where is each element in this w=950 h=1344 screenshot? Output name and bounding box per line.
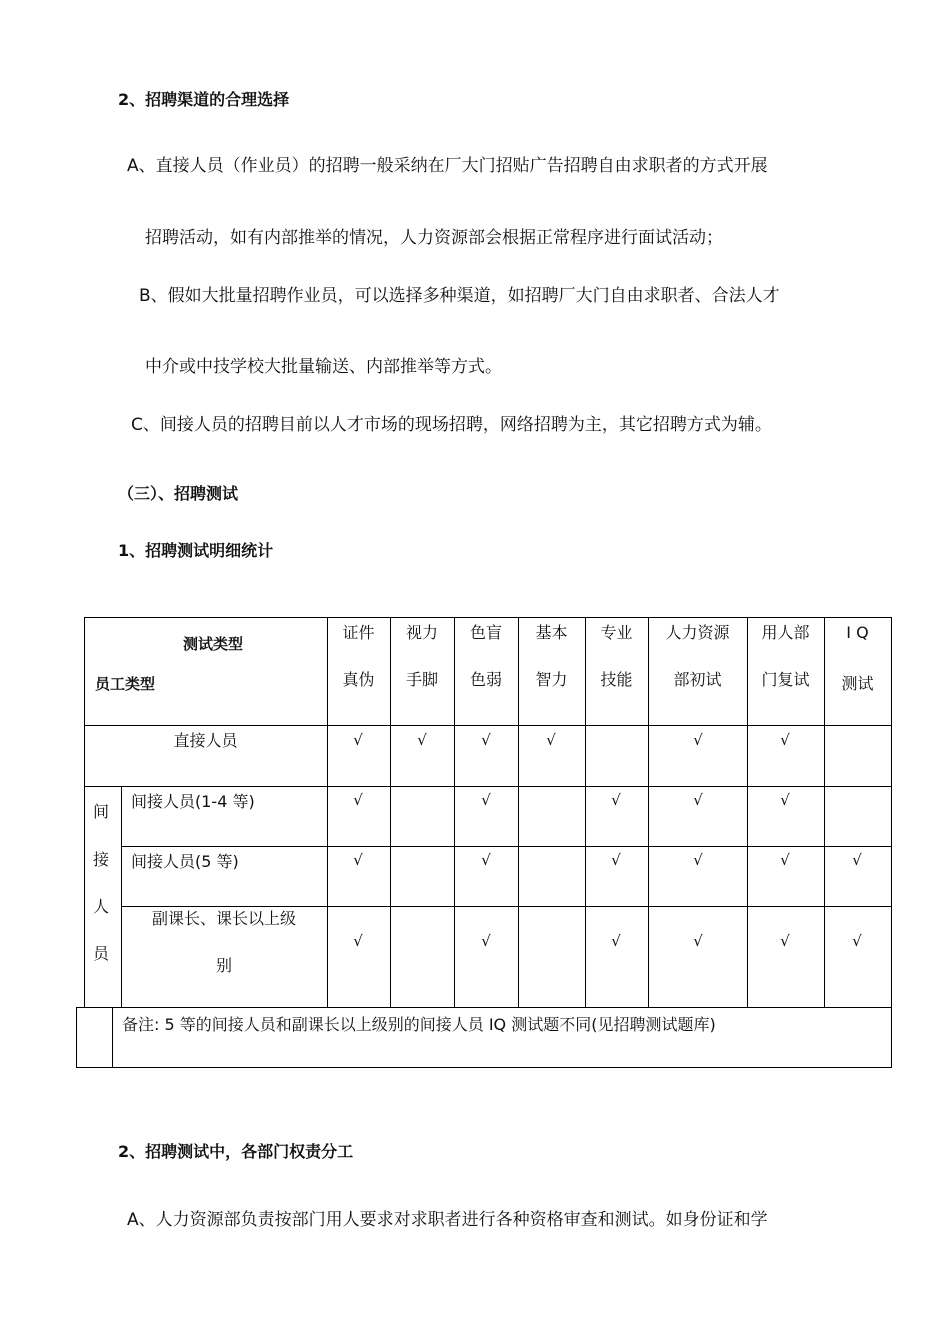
channel-item-a-line1: A、直接人员（作业员）的招聘一般采纳在厂大门招贴广告招聘自由求职者的方式开展 [127,156,768,176]
check-mark: √ [353,731,363,749]
check-mark: √ [852,932,862,950]
check-mark: √ [780,791,790,809]
test-heading: （三）、招聘测试 [118,484,239,503]
col-header-dept-interview-l1: 用人部 [761,623,810,642]
row-label-indirect-1-4: 间接人员(1-4 等) [131,792,255,811]
group-label-char: 员 [93,944,110,963]
col-header-iq-l2: 测试 [841,674,874,693]
check-mark: √ [353,851,363,869]
check-mark: √ [481,731,491,749]
table-rule [84,786,892,787]
row-label-indirect-5: 间接人员(5 等) [131,852,239,871]
col-header-color-l1: 色盲 [469,623,502,642]
table-rule [121,906,892,907]
col-header-id-check-l2: 真伪 [342,670,375,689]
check-mark: √ [852,851,862,869]
table-border-bottom [76,1067,892,1068]
row-label-section-chief-l1: 副课长、课长以上级 [151,909,296,928]
table-rule [84,725,892,726]
col-header-id-check-l1: 证件 [342,623,375,642]
channel-item-c: C、间接人员的招聘目前以人才市场的现场招聘，网络招聘为主，其它招聘方式为辅。 [131,415,772,435]
col-header-hr-interview-l1: 人力资源 [665,623,730,642]
table-rule [76,1007,892,1008]
col-header-hr-interview-l2: 部初试 [673,670,722,689]
table-border-top [84,617,892,618]
col-header-intelligence-l2: 智力 [535,670,568,689]
corner-header-test-type: 测试类型 [183,635,244,653]
check-mark: √ [780,851,790,869]
table-rule [121,846,892,847]
duty-item-a-line1: A、人力资源部负责按部门用人要求对求职者进行各种资格审查和测试。如身份证和学 [127,1210,768,1230]
test-subheading: 1、招聘测试明细统计 [118,541,274,560]
col-header-skill-l1: 专业 [600,623,633,642]
table-note: 备注: 5 等的间接人员和副课长以上级别的间接人员 IQ 测试题不同(见招聘测试题库) [122,1015,716,1034]
row-label-section-chief-l2: 别 [215,956,232,975]
check-mark: √ [481,932,491,950]
check-mark: √ [481,791,491,809]
row-label-direct: 直接人员 [173,731,238,750]
table-border-right [891,617,892,1068]
check-mark: √ [611,932,621,950]
duty-heading: 2、招聘测试中，各部门权责分工 [118,1142,354,1161]
check-mark: √ [353,791,363,809]
table-border-left [84,617,85,1007]
col-header-color-l2: 色弱 [469,670,502,689]
check-mark: √ [353,932,363,950]
check-mark: √ [693,731,703,749]
group-label-char: 人 [93,897,110,916]
check-mark: √ [693,851,703,869]
col-header-vision-l1: 视力 [405,623,438,642]
check-mark: √ [417,731,427,749]
group-label-char: 间 [93,802,110,821]
check-mark: √ [546,731,556,749]
col-header-iq-l1: I Q [846,623,869,642]
channel-item-a-line2: 招聘活动，如有内部推举的情况，人力资源部会根据正常程序进行面试活动； [145,228,723,248]
col-header-intelligence-l1: 基本 [535,623,568,642]
col-header-vision-l2: 手脚 [405,670,438,689]
channel-item-b-line1: B、假如大批量招聘作业员，可以选择多种渠道，如招聘厂大门自由求职者、合法人才 [139,286,780,306]
check-mark: √ [481,851,491,869]
check-mark: √ [611,791,621,809]
col-header-skill-l2: 技能 [600,670,633,689]
corner-header-employee-type: 员工类型 [95,675,156,693]
check-mark: √ [693,791,703,809]
check-mark: √ [780,731,790,749]
col-header-dept-interview-l2: 门复试 [761,670,810,689]
channel-item-b-line2: 中介或中技学校大批量输送、内部推举等方式。 [145,357,502,377]
note-rule [112,1007,113,1068]
note-border-left [76,1007,77,1068]
check-mark: √ [611,851,621,869]
check-mark: √ [693,932,703,950]
check-mark: √ [780,932,790,950]
channel-heading: 2、招聘渠道的合理选择 [118,90,290,109]
group-label-char: 接 [93,850,110,869]
